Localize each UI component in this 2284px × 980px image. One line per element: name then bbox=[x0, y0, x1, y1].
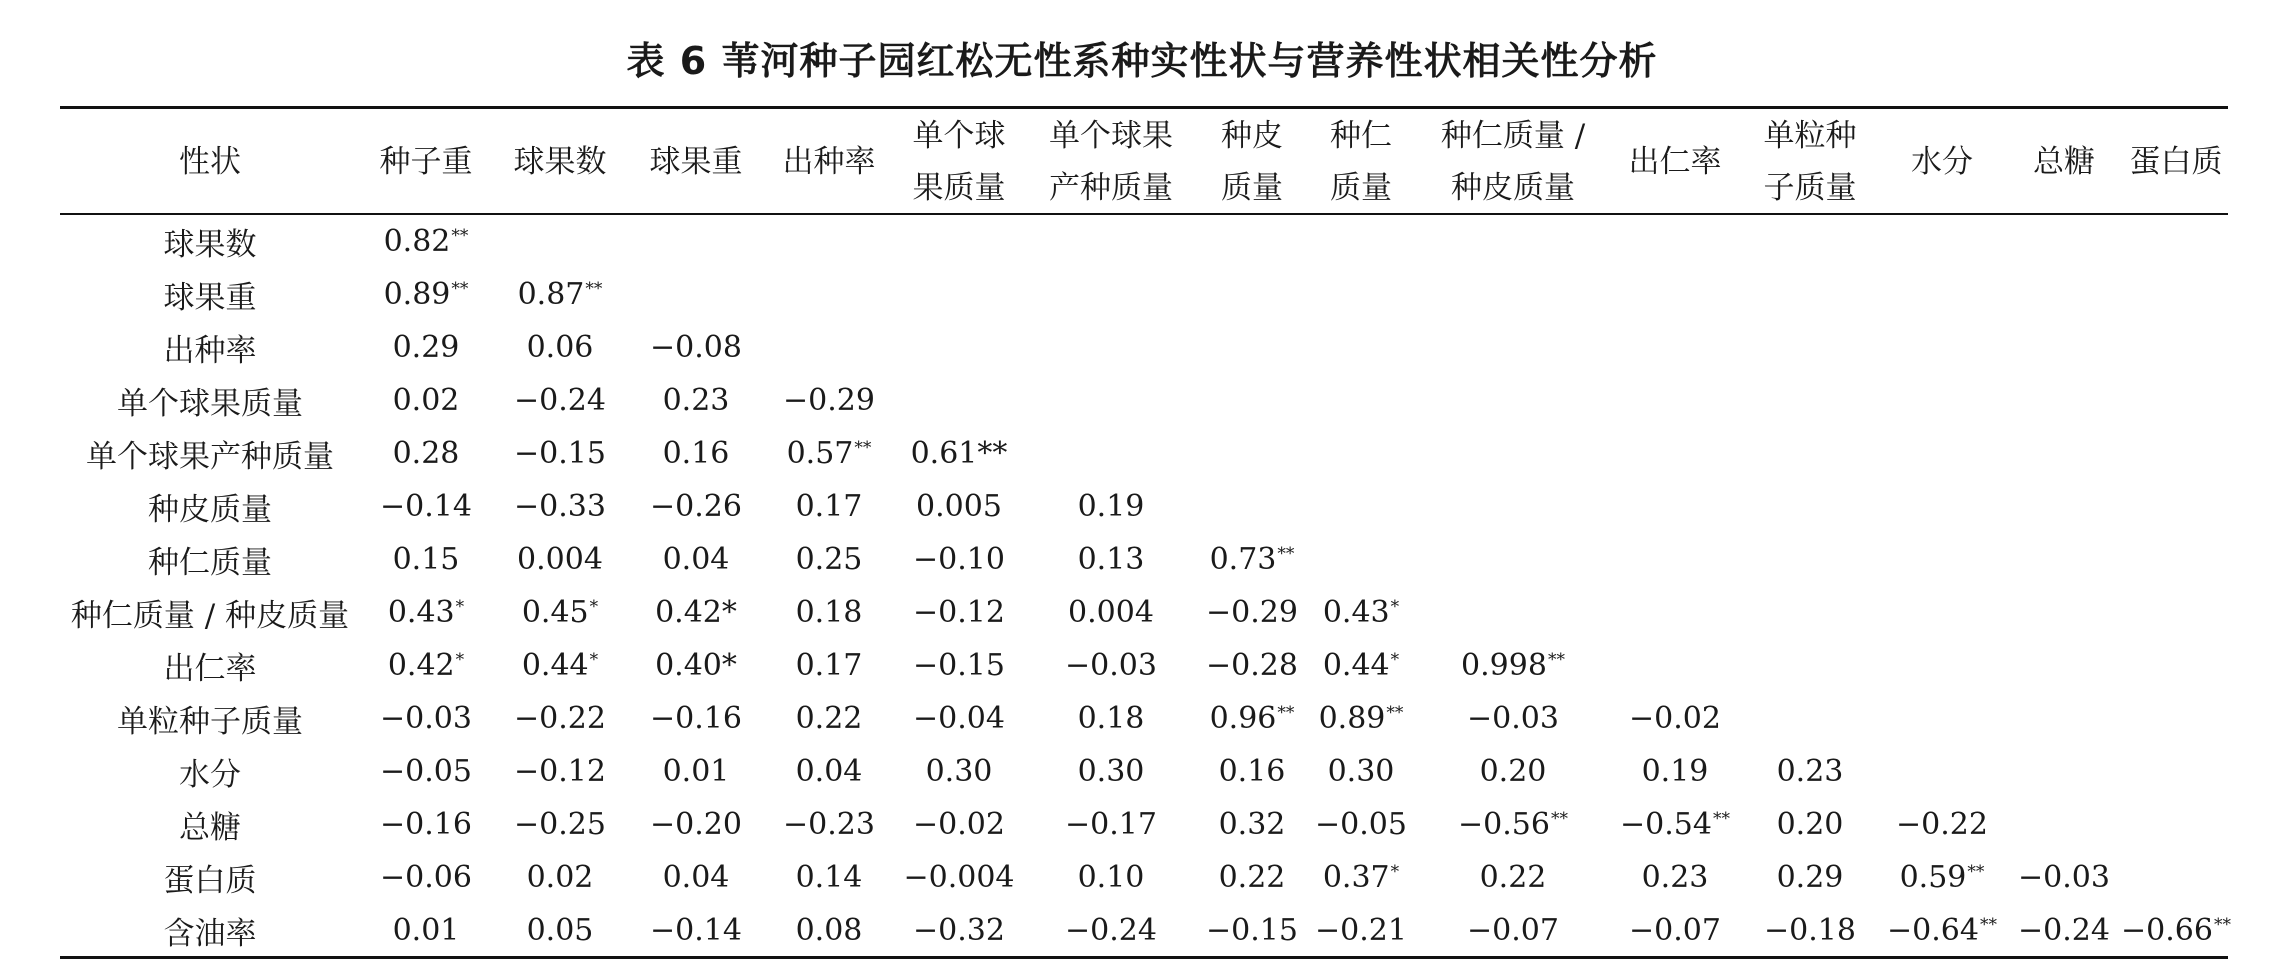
table-cell bbox=[492, 692, 628, 745]
significance-mark: * bbox=[455, 596, 465, 617]
cell-value: −0.07 bbox=[1629, 913, 1721, 948]
cell-value: −0.15 bbox=[913, 648, 1005, 683]
table-cell bbox=[492, 268, 628, 321]
table-cell bbox=[1306, 586, 1416, 639]
table-title: 表 6 苇河种子园红松无性系种实性状与营养性状相关性分析 bbox=[626, 39, 1658, 83]
table-cell bbox=[894, 904, 1024, 957]
cell-value: 0.30 bbox=[1327, 754, 1395, 789]
cell-value: 0.42 bbox=[387, 648, 455, 683]
cell-value: −0.05 bbox=[380, 754, 472, 789]
cell-value: 0.89 bbox=[383, 277, 451, 312]
table-cell bbox=[628, 745, 764, 798]
cell-value: −0.03 bbox=[2018, 860, 2110, 895]
table-cell bbox=[1024, 745, 1198, 798]
table-cell bbox=[1198, 851, 1306, 904]
table-cell bbox=[2121, 904, 2231, 957]
table-cell bbox=[628, 533, 764, 586]
column-header: 种仁质量 / 种皮质量 bbox=[1440, 117, 1586, 206]
table-cell bbox=[492, 904, 628, 957]
cell-value: 0.14 bbox=[795, 860, 863, 895]
cell-value: 0.96 bbox=[1209, 701, 1277, 736]
cell-value: −0.29 bbox=[783, 383, 875, 418]
cell-value: 0.57 bbox=[786, 436, 854, 471]
cell-value: 0.02 bbox=[392, 383, 460, 418]
table-cell bbox=[628, 321, 764, 374]
cell-value: 0.42* bbox=[655, 595, 737, 630]
table-cell bbox=[1416, 798, 1610, 851]
column-header: 出种率 bbox=[782, 143, 876, 180]
table-cell bbox=[1024, 692, 1198, 745]
cell-value: 0.37 bbox=[1322, 860, 1390, 895]
cell-value: −0.33 bbox=[514, 489, 606, 524]
significance-mark: ** bbox=[585, 278, 603, 299]
table-cell bbox=[1610, 745, 1740, 798]
column-header: 种仁 质量 bbox=[1330, 117, 1392, 206]
significance-mark: ** bbox=[854, 437, 872, 458]
table-cell bbox=[492, 533, 628, 586]
row-label: 单粒种子质量 bbox=[117, 704, 303, 740]
cell-value: 0.17 bbox=[795, 489, 863, 524]
cell-value: 0.29 bbox=[1776, 860, 1844, 895]
significance-mark: * bbox=[1390, 861, 1400, 882]
column-header: 单个球果 产种质量 bbox=[1049, 117, 1173, 206]
cell-value: 0.87 bbox=[517, 277, 585, 312]
table-cell bbox=[628, 851, 764, 904]
column-header: 蛋白质 bbox=[2129, 143, 2223, 180]
table-cell bbox=[894, 692, 1024, 745]
cell-value: −0.02 bbox=[1629, 701, 1721, 736]
cell-value: 0.61** bbox=[910, 436, 1008, 471]
cell-value: −0.15 bbox=[1206, 913, 1298, 948]
cell-value: 0.05 bbox=[526, 913, 594, 948]
column-header: 水分 bbox=[1911, 143, 1973, 180]
cell-value: 0.73 bbox=[1209, 542, 1277, 577]
table-cell bbox=[1610, 851, 1740, 904]
table-cell bbox=[764, 427, 894, 480]
cell-value: 0.01 bbox=[392, 913, 460, 948]
table-cell bbox=[360, 533, 492, 586]
cell-value: 0.40* bbox=[655, 648, 737, 683]
table-cell bbox=[764, 639, 894, 692]
significance-mark: * bbox=[455, 649, 465, 670]
cell-value: −0.02 bbox=[913, 807, 1005, 842]
table-cell bbox=[894, 586, 1024, 639]
table-cell bbox=[1198, 586, 1306, 639]
table-cell bbox=[1416, 639, 1610, 692]
cell-value: −0.12 bbox=[913, 595, 1005, 630]
table-cell bbox=[1024, 798, 1198, 851]
significance-mark: ** bbox=[451, 278, 469, 299]
table-cell bbox=[894, 427, 1024, 480]
table-cell bbox=[360, 215, 492, 268]
row-label: 出种率 bbox=[163, 333, 257, 369]
table-cell bbox=[764, 851, 894, 904]
row-label: 总糖 bbox=[179, 810, 241, 846]
row-label: 水分 bbox=[179, 757, 241, 793]
table-cell bbox=[360, 639, 492, 692]
cell-value: −0.03 bbox=[380, 701, 472, 736]
cell-value: 0.08 bbox=[795, 913, 863, 948]
cell-value: 0.89 bbox=[1318, 701, 1386, 736]
table-cell bbox=[1024, 533, 1198, 586]
table-cell bbox=[1024, 904, 1198, 957]
row-label: 球果数 bbox=[163, 227, 257, 263]
row-label: 出仁率 bbox=[163, 651, 257, 687]
cell-value: 0.22 bbox=[1479, 860, 1547, 895]
table-cell bbox=[894, 639, 1024, 692]
significance-mark: ** bbox=[1712, 808, 1730, 829]
table-cell bbox=[628, 374, 764, 427]
table-cell bbox=[1740, 745, 1880, 798]
cell-value: 0.43 bbox=[387, 595, 455, 630]
cell-value: −0.23 bbox=[783, 807, 875, 842]
table-cell bbox=[764, 533, 894, 586]
table-cell bbox=[1740, 798, 1880, 851]
cell-value: −0.07 bbox=[1467, 913, 1559, 948]
table-cell bbox=[628, 692, 764, 745]
cell-value: −0.16 bbox=[650, 701, 742, 736]
cell-value: 0.04 bbox=[662, 542, 730, 577]
row-label: 球果重 bbox=[163, 280, 257, 316]
significance-mark: ** bbox=[1386, 702, 1404, 723]
cell-value: 0.44 bbox=[521, 648, 589, 683]
cell-value: 0.32 bbox=[1218, 807, 1286, 842]
table-cell bbox=[1610, 798, 1740, 851]
table-cell bbox=[2004, 851, 2124, 904]
table-cell bbox=[360, 321, 492, 374]
table-cell bbox=[1306, 745, 1416, 798]
cell-value: 0.17 bbox=[795, 648, 863, 683]
table-cell bbox=[360, 745, 492, 798]
cell-value: 0.01 bbox=[662, 754, 730, 789]
cell-value: −0.15 bbox=[514, 436, 606, 471]
table-cell bbox=[1024, 639, 1198, 692]
table-cell bbox=[628, 639, 764, 692]
cell-value: −0.04 bbox=[913, 701, 1005, 736]
table-cell bbox=[628, 480, 764, 533]
table-cell bbox=[894, 798, 1024, 851]
significance-mark: ** bbox=[2213, 914, 2231, 935]
table-cell bbox=[1024, 851, 1198, 904]
table-cell bbox=[894, 745, 1024, 798]
cell-value: −0.56 bbox=[1458, 807, 1550, 842]
table-cell bbox=[1740, 851, 1880, 904]
cell-value: −0.12 bbox=[514, 754, 606, 789]
table-cell bbox=[1306, 692, 1416, 745]
cell-value: 0.20 bbox=[1479, 754, 1547, 789]
table-cell bbox=[492, 798, 628, 851]
cell-value: 0.28 bbox=[392, 436, 460, 471]
table-cell bbox=[1880, 904, 2004, 957]
table-cell bbox=[1306, 798, 1416, 851]
table-cell bbox=[628, 427, 764, 480]
cell-value: 0.16 bbox=[1218, 754, 1286, 789]
table-cell bbox=[1740, 904, 1880, 957]
significance-mark: ** bbox=[1547, 649, 1565, 670]
cell-value: 0.004 bbox=[517, 542, 603, 577]
table-cell bbox=[360, 480, 492, 533]
column-header: 球果重 bbox=[649, 143, 743, 180]
table-cell bbox=[492, 321, 628, 374]
cell-value: 0.02 bbox=[526, 860, 594, 895]
table-cell bbox=[1416, 745, 1610, 798]
table-cell bbox=[492, 586, 628, 639]
cell-value: 0.25 bbox=[795, 542, 863, 577]
table-cell bbox=[360, 798, 492, 851]
significance-mark: * bbox=[589, 596, 599, 617]
table-cell bbox=[894, 480, 1024, 533]
table-cell bbox=[628, 586, 764, 639]
table-cell bbox=[1306, 904, 1416, 957]
table-cell bbox=[360, 427, 492, 480]
significance-mark: * bbox=[1390, 596, 1400, 617]
cell-value: −0.18 bbox=[1764, 913, 1856, 948]
table-cell bbox=[2004, 904, 2124, 957]
row-label: 蛋白质 bbox=[163, 863, 257, 899]
table-cell bbox=[492, 851, 628, 904]
cell-value: −0.03 bbox=[1467, 701, 1559, 736]
cell-value: −0.64 bbox=[1887, 913, 1979, 948]
cell-value: 0.59 bbox=[1899, 860, 1967, 895]
table-cell bbox=[492, 745, 628, 798]
cell-value: 0.004 bbox=[1068, 595, 1154, 630]
significance-mark: * bbox=[589, 649, 599, 670]
column-header: 球果数 bbox=[513, 143, 607, 180]
column-header: 种皮 质量 bbox=[1221, 117, 1283, 206]
table-cell bbox=[1880, 851, 2004, 904]
cell-value: 0.18 bbox=[1077, 701, 1145, 736]
cell-value: −0.16 bbox=[380, 807, 472, 842]
cell-value: 0.30 bbox=[925, 754, 993, 789]
column-header: 单粒种 子质量 bbox=[1763, 117, 1857, 206]
column-header: 总糖 bbox=[2033, 143, 2095, 180]
cell-value: 0.04 bbox=[662, 860, 730, 895]
cell-value: 0.29 bbox=[392, 330, 460, 365]
cell-value: 0.22 bbox=[1218, 860, 1286, 895]
cell-value: −0.17 bbox=[1065, 807, 1157, 842]
row-label: 单个球果产种质量 bbox=[86, 439, 334, 475]
table-cell bbox=[492, 427, 628, 480]
table-cell bbox=[1198, 798, 1306, 851]
table-cell bbox=[1610, 692, 1740, 745]
column-header: 出仁率 bbox=[1628, 143, 1722, 180]
table-cell bbox=[1610, 904, 1740, 957]
row-label: 含油率 bbox=[163, 916, 257, 952]
table-cell bbox=[492, 639, 628, 692]
cell-value: −0.24 bbox=[2018, 913, 2110, 948]
table-cell bbox=[764, 692, 894, 745]
table-cell bbox=[360, 586, 492, 639]
cell-value: 0.44 bbox=[1322, 648, 1390, 683]
cell-value: −0.21 bbox=[1315, 913, 1407, 948]
cell-value: −0.004 bbox=[903, 860, 1015, 895]
cell-value: 0.18 bbox=[795, 595, 863, 630]
table-cell bbox=[1024, 586, 1198, 639]
row-label: 种仁质量 / 种皮质量 bbox=[70, 598, 350, 634]
cell-value: 0.06 bbox=[526, 330, 594, 365]
cell-value: −0.05 bbox=[1315, 807, 1407, 842]
cell-value: −0.66 bbox=[2121, 913, 2213, 948]
table-cell bbox=[894, 533, 1024, 586]
significance-mark: ** bbox=[451, 225, 469, 246]
cell-value: −0.14 bbox=[380, 489, 472, 524]
cell-value: 0.23 bbox=[662, 383, 730, 418]
cell-value: −0.08 bbox=[650, 330, 742, 365]
cell-value: −0.10 bbox=[913, 542, 1005, 577]
cell-value: −0.24 bbox=[1065, 913, 1157, 948]
cell-value: 0.10 bbox=[1077, 860, 1145, 895]
table-cell bbox=[1416, 692, 1610, 745]
table-cell bbox=[1024, 480, 1198, 533]
cell-value: 0.998 bbox=[1461, 648, 1547, 683]
table-cell bbox=[1306, 639, 1416, 692]
column-header: 种子重 bbox=[379, 143, 473, 180]
table-cell bbox=[1198, 639, 1306, 692]
table-cell bbox=[764, 904, 894, 957]
table-cell bbox=[360, 374, 492, 427]
cell-value: −0.06 bbox=[380, 860, 472, 895]
cell-value: −0.22 bbox=[514, 701, 606, 736]
cell-value: −0.26 bbox=[650, 489, 742, 524]
cell-value: −0.29 bbox=[1206, 595, 1298, 630]
table-cell bbox=[360, 692, 492, 745]
cell-value: −0.22 bbox=[1896, 807, 1988, 842]
row-label: 单个球果质量 bbox=[117, 386, 303, 422]
cell-value: 0.005 bbox=[916, 489, 1002, 524]
cell-value: 0.16 bbox=[662, 436, 730, 471]
significance-mark: ** bbox=[1967, 861, 1985, 882]
table-cell bbox=[628, 798, 764, 851]
table-cell bbox=[764, 798, 894, 851]
significance-mark: ** bbox=[1277, 702, 1295, 723]
table-cell bbox=[1198, 904, 1306, 957]
table-cell bbox=[628, 904, 764, 957]
cell-value: −0.25 bbox=[514, 807, 606, 842]
table-cell bbox=[1198, 533, 1306, 586]
table-cell bbox=[764, 586, 894, 639]
cell-value: 0.30 bbox=[1077, 754, 1145, 789]
cell-value: 0.45 bbox=[521, 595, 589, 630]
cell-value: 0.19 bbox=[1077, 489, 1145, 524]
cell-value: −0.54 bbox=[1620, 807, 1712, 842]
column-header: 单个球 果质量 bbox=[912, 117, 1006, 206]
table-cell bbox=[360, 904, 492, 957]
table-cell bbox=[492, 480, 628, 533]
cell-value: −0.20 bbox=[650, 807, 742, 842]
cell-value: −0.28 bbox=[1206, 648, 1298, 683]
row-label: 种仁质量 bbox=[148, 545, 272, 581]
cell-value: 0.23 bbox=[1641, 860, 1709, 895]
cell-value: 0.15 bbox=[392, 542, 460, 577]
cell-value: −0.03 bbox=[1065, 648, 1157, 683]
table-cell bbox=[492, 374, 628, 427]
table-cell bbox=[894, 851, 1024, 904]
cell-value: 0.20 bbox=[1776, 807, 1844, 842]
cell-value: 0.82 bbox=[383, 224, 451, 259]
cell-value: −0.14 bbox=[650, 913, 742, 948]
table-cell bbox=[764, 745, 894, 798]
table-cell bbox=[360, 851, 492, 904]
cell-value: 0.19 bbox=[1641, 754, 1709, 789]
cell-value: −0.24 bbox=[514, 383, 606, 418]
significance-mark: ** bbox=[1979, 914, 1997, 935]
table-cell bbox=[1198, 745, 1306, 798]
significance-mark: ** bbox=[1277, 543, 1295, 564]
significance-mark: * bbox=[1390, 649, 1400, 670]
table-cell bbox=[1306, 851, 1416, 904]
cell-value: −0.32 bbox=[913, 913, 1005, 948]
table-cell bbox=[1416, 904, 1610, 957]
cell-value: 0.23 bbox=[1776, 754, 1844, 789]
cell-value: 0.43 bbox=[1322, 595, 1390, 630]
table-cell bbox=[1198, 692, 1306, 745]
table-cell bbox=[764, 480, 894, 533]
cell-value: 0.04 bbox=[795, 754, 863, 789]
table-cell bbox=[1880, 798, 2004, 851]
cell-value: 0.22 bbox=[795, 701, 863, 736]
significance-mark: ** bbox=[1550, 808, 1568, 829]
table-cell bbox=[1416, 851, 1610, 904]
row-label: 种皮质量 bbox=[148, 492, 272, 528]
cell-value: 0.13 bbox=[1077, 542, 1145, 577]
table-cell bbox=[360, 268, 492, 321]
column-header: 性状 bbox=[179, 143, 241, 180]
table-cell bbox=[764, 374, 894, 427]
